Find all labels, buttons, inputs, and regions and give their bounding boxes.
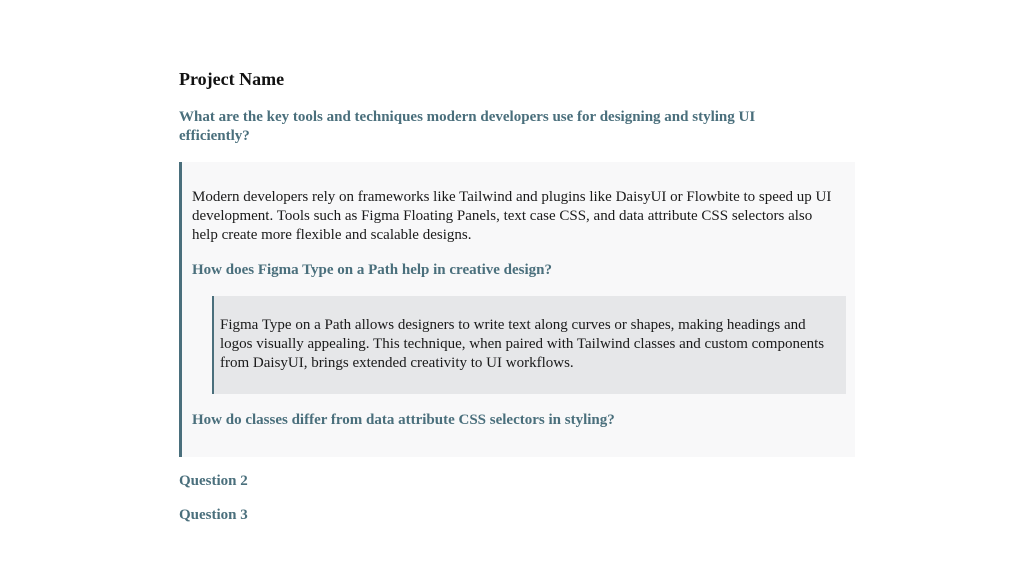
question-1-toggle[interactable]: What are the key tools and techniques modern developers use for designing and styling UI efficiently? — [179, 109, 756, 144]
project-title: Project Name — [179, 69, 285, 89]
question-2-toggle[interactable]: Question 2 — [179, 473, 248, 489]
answer-panel-question-1 — [179, 162, 855, 457]
sub-question-classes-toggle[interactable]: How do classes differ from data attribute CSS selectors in styling? — [192, 412, 615, 428]
sub-question-figma-type-toggle[interactable]: How does Figma Type on a Path help in creative design? — [192, 262, 553, 278]
question-3-toggle[interactable]: Question 3 — [179, 507, 248, 523]
answer-panel-figma-type — [212, 296, 846, 394]
answer-text-figma-type: Figma Type on a Path allows designers to write text along curves or shapes, making headings and logos visually appealing. This technique, when paired with Tailwind classes and custom components from DaisyUI, brings extended creativity to UI workflows. — [220, 317, 825, 371]
answer-text-question-1: Modern developers rely on frameworks like Tailwind and plugins like DaisyUI or Flowbite to speed up UI development. Tools such as Figma Floating Panels, text case CSS, and data attribute CSS selectors also help create more flexible and scalable designs. — [192, 189, 832, 243]
page-content — [179, 68, 855, 525]
